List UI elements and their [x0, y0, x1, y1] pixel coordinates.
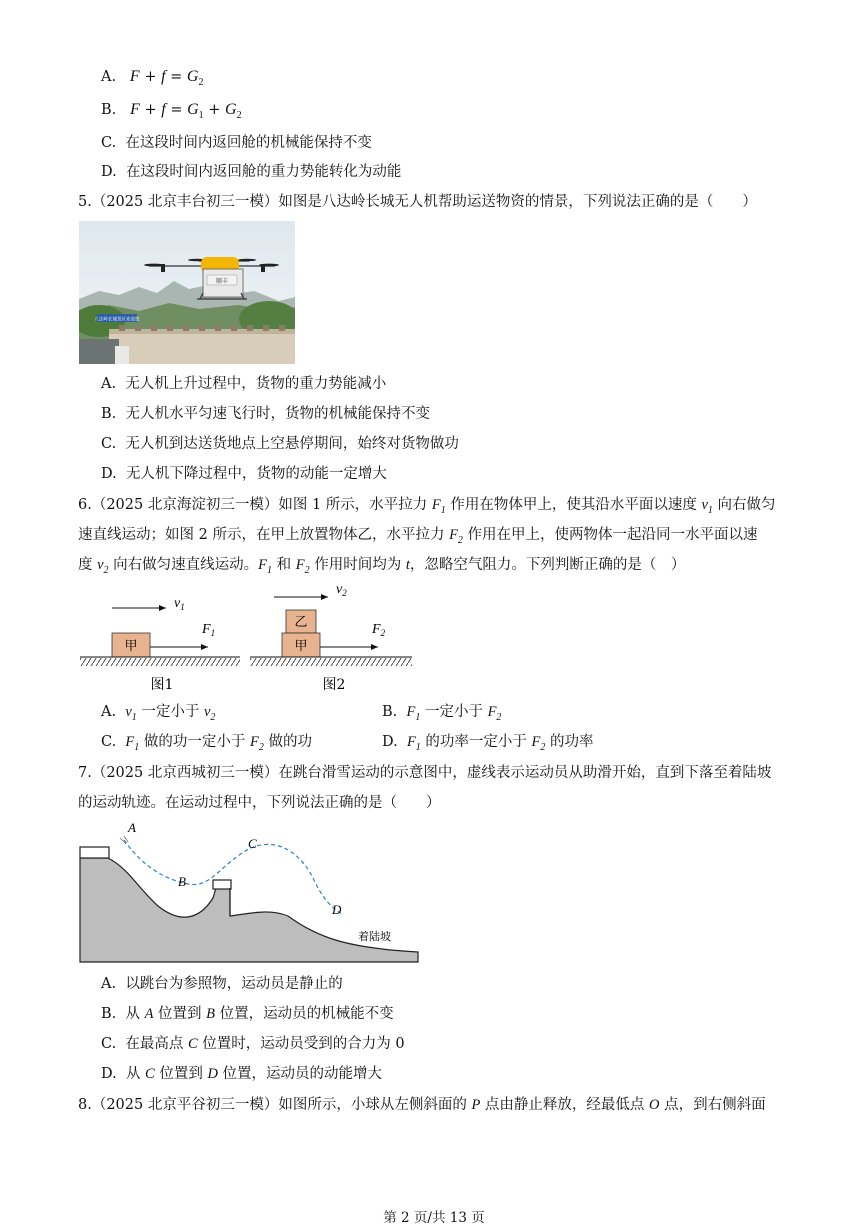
point-c-label: C — [248, 836, 257, 851]
fig1-jia-label: 甲 — [124, 639, 138, 654]
landing-slope-label: 着陆坡 — [358, 930, 391, 943]
fig2-v-label: $v_2$ — [336, 583, 347, 598]
q6-stem-line2: 速直线运动；如图 2 所示，在甲上放置物体乙，水平拉力 $F_2$ 作用在甲上，使两物体一起沿同一水平面以速 — [78, 527, 758, 546]
box-logo: 顺丰 — [215, 278, 229, 285]
q6-option-a: A. $v_1$ 一定小于 $v_2$ — [101, 704, 216, 723]
q6-stem-line1: 6.（2025 北京海淀初三一模）如图 1 所示，水平拉力 $F_1$ 作用在物体甲上，使其沿水平面以速度 $v_1$ 向右做匀 — [78, 497, 776, 516]
q5-option-c: C. 无人机到达送货地点上空悬停期间，始终对货物做功 — [101, 436, 459, 452]
q7-option-c: C. 在最高点 C 位置时，运动员受到的合力为 0 — [101, 1036, 405, 1052]
fig2-jia-label: 甲 — [294, 639, 308, 654]
start-platform — [80, 847, 109, 858]
page-footer: 第 2 页/共 13 页 — [383, 1210, 485, 1226]
q8-stem: 8.（2025 北京平谷初三一模）如图所示，小球从左侧斜面的 P 点由静止释放，经最低点 O 点，到右侧斜面 — [78, 1097, 766, 1113]
banner-text: 八达岭长城景区欢迎您 — [94, 317, 140, 323]
q6-option-c: C. $F_1$ 做的功一定小于 $F_2$ 做的功 — [101, 734, 312, 753]
fig2-yi-label: 乙 — [294, 615, 308, 630]
q4-option-c: C. 在这段时间内返回舱的机械能保持不变 — [101, 135, 372, 151]
q6-figures — [78, 583, 418, 695]
q7-option-b: B. 从 A 位置到 B 位置，运动员的机械能不变 — [101, 1006, 394, 1022]
q4-option-d: D. 在这段时间内返回舱的重力势能转化为动能 — [101, 164, 402, 180]
fig1-F-label: $F_1$ — [202, 622, 216, 638]
q7-stem-line2: 的运动轨迹。在运动过程中，下列说法正确的是（ ） — [78, 795, 441, 811]
q6-option-b: B. $F_1$ 一定小于 $F_2$ — [382, 704, 502, 723]
q7-option-a: A. 以跳台为参照物，运动员是静止的 — [101, 976, 343, 992]
point-d-label: D — [332, 902, 342, 917]
fig1-v-label: $v_1$ — [174, 596, 185, 612]
fig2-caption: 图2 — [322, 677, 346, 693]
trajectory-line — [124, 840, 342, 914]
q7-option-d: D. 从 C 位置到 D 位置，运动员的动能增大 — [101, 1066, 383, 1082]
q6-option-d: D. $F_1$ 的功率一定小于 $F_2$ 的功率 — [382, 734, 594, 753]
q7-ski-jump-figure — [78, 818, 420, 966]
jump-platform — [213, 880, 231, 889]
q4-option-a: A. $F + f = G_2$ — [101, 68, 204, 89]
point-b-label: B — [178, 874, 186, 889]
q6-stem-line3: 度 $v_2$ 向右做匀速直线运动。$F_1$ 和 $F_2$ 作用时间均为 t，忽略空气阻力。下列判断正确的是（ ） — [78, 557, 686, 576]
q5-stem: 5.（2025 北京丰台初三一模）如图是八达岭长城无人机帮助运送物资的情景，下列说法正确的是（ ） — [78, 194, 757, 210]
fig1-caption: 图1 — [150, 677, 174, 693]
point-a-label: A — [128, 820, 136, 835]
q4-option-b: B. $F + f = G_1 + G_2$ — [101, 101, 242, 122]
q5-option-a: A. 无人机上升过程中，货物的重力势能减小 — [101, 376, 387, 392]
fig2-F-label: $F_2$ — [372, 622, 386, 638]
drone-photo — [79, 221, 295, 364]
q5-option-d: D. 无人机下降过程中，货物的动能一定增大 — [101, 466, 387, 482]
q5-option-b: B. 无人机水平匀速飞行时，货物的机械能保持不变 — [101, 406, 430, 422]
q7-stem-line1: 7.（2025 北京西城初三一模）在跳台滑雪运动的示意图中，虚线表示运动员从助滑开始，直到下落至着陆坡 — [78, 765, 772, 781]
